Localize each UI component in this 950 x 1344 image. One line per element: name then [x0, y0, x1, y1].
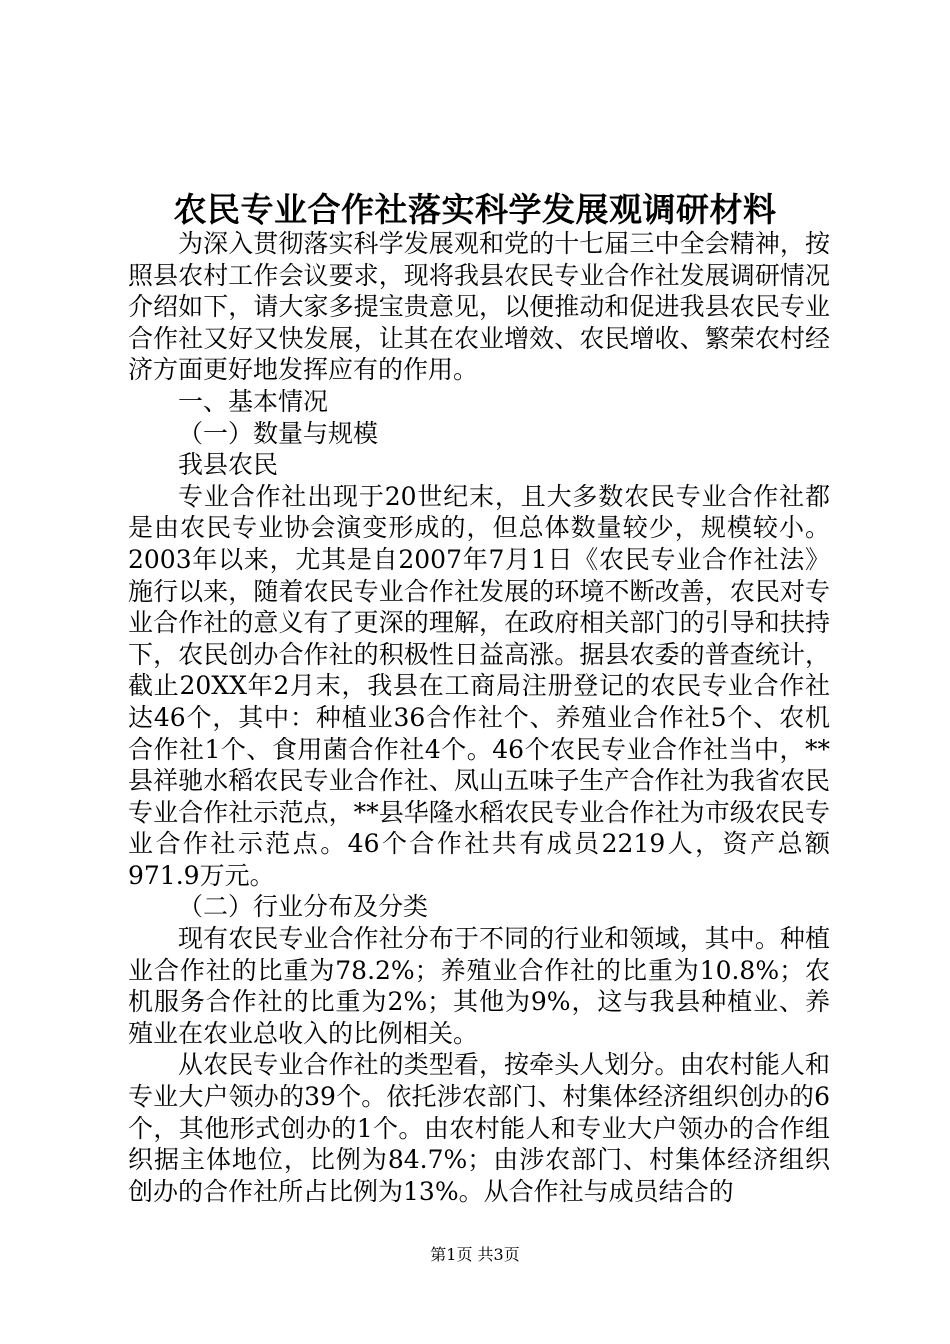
subsection-heading-quantity-scale: （一）数量与规模	[178, 418, 379, 448]
section-heading-basic-situation: 一、基本情况	[178, 386, 329, 416]
body-paragraph: 从农民专业合作社的类型看，按牵头人划分。由农村能人和专业大户领办的39个。依托涉农部门、村集体经济组织创办的6个，其他形式创办的1个。由农村能人和专业大户领办的合作组织据主体地位，比例为84.7%；由涉农部门、村集体经济组织创办的合作社所占比例为13%。从合作社与成员结合的	[128, 1050, 830, 1206]
subsection-heading-industry-distribution: （二）行业分布及分类	[178, 892, 429, 922]
body-paragraph: 现有农民专业合作社分布于不同的行业和领域，其中。种植业合作社的比重为78.2%；养殖业合作社的比重为10.8%；农机服务合作社的比重为2%；其他为9%，这与我县种植业、养殖业在农业总收入的比例相关。	[128, 924, 830, 1048]
body-paragraph: 专业合作社出现于20世纪末，且大多数农民专业合作社都是由农民专业协会演变形成的，但总体数量较少，规模较小。2003年以来，尤其是自2007年7月1日《农民专业合作社法》施行以来，随着农民专业合作社发展的环境不断改善，农民对专业合作社的意义有了更深的理解，在政府相关部门的引导和扶持下，农民创办合作社的积极性日益高涨。据县农委的普查统计，截止20XX年2月末，我县在工商局注册登记的农民专业合作社达46个，其中：种植业36合作社个、养殖业合作社5个、农机合作社1个、食用菌合作社4个。46个农民专业合作社当中，**县祥驰水稻农民专业合作社、凤山五味子生产合作社为我省农民专业合作社示范点，**县华隆水稻农民专业合作社为市级农民专业合作社示范点。46个合作社共有成员2219人，资产总额971.9万元。	[128, 481, 830, 890]
intro-paragraph: 为深入贯彻落实科学发展观和党的十七届三中全会精神，按照县农村工作会议要求，现将我县农民专业合作社发展调研情况介绍如下，请大家多提宝贵意见，以便推动和促进我县农民专业合作社又好又快发展，让其在农业增效、农民增收、繁荣农村经济方面更好地发挥应有的作用。	[128, 229, 830, 385]
document-title: 农民专业合作社落实科学发展观调研材料	[173, 190, 777, 229]
body-paragraph: 我县农民	[178, 450, 279, 480]
page-number-footer: 第1页 共3页	[430, 1245, 520, 1264]
document-body	[128, 228, 830, 1207]
